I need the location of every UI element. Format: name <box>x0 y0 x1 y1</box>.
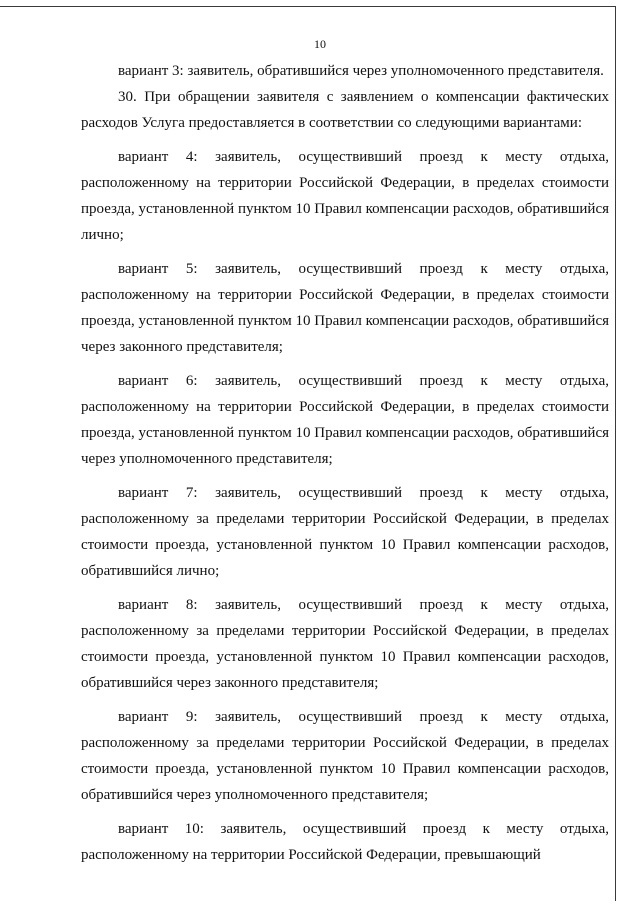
paragraph-variant-3: вариант 3: заявитель, обратившийся через уполномоченного представителя. <box>118 63 604 79</box>
page-border-top <box>0 6 615 7</box>
paragraph-variant-6: вариант 6: заявитель, осуществивший проезд к месту отдыха, расположенному на территории Российской Федерации, в пределах стоимости проезда, установленной пунктом 10 Правил компенсации расходов, обратившийся через уполномоченного представителя; <box>81 373 609 467</box>
document-body <box>81 58 609 876</box>
paragraph-variant-10: вариант 10: заявитель, осуществивший проезд к месту отдыха, расположенному на территории Российской Федерации, превышающий <box>81 821 609 863</box>
paragraph-variant-8: вариант 8: заявитель, осуществивший проезд к месту отдыха, расположенному за пределами территории Российской Федерации, в пределах стоимости проезда, установленной пунктом 10 Правил компенсации расходов, обратившийся через законного представителя; <box>81 597 609 691</box>
page-number: 10 <box>314 37 326 51</box>
paragraph-variant-7: вариант 7: заявитель, осуществивший проезд к месту отдыха, расположенному за пределами территории Российской Федерации, в пределах стоимости проезда, установленной пунктом 10 Правил компенсации расходов, обратившийся лично; <box>81 485 609 579</box>
paragraph-clause-30: 30. При обращении заявителя с заявлением о компенсации фактических расходов Услуга предоставляется в соответствии со следующими вариантами: <box>81 89 609 131</box>
paragraph-variant-5: вариант 5: заявитель, осуществивший проезд к месту отдыха, расположенному на территории Российской Федерации, в пределах стоимости проезда, установленной пунктом 10 Правил компенсации расходов, обратившийся через законного представителя; <box>81 261 609 355</box>
page-border-right <box>615 6 616 901</box>
paragraph-variant-9: вариант 9: заявитель, осуществивший проезд к месту отдыха, расположенному за пределами территории Российской Федерации, в пределах стоимости проезда, установленной пунктом 10 Правил компенсации расходов, обратившийся через уполномоченного представителя; <box>81 709 609 803</box>
paragraph-variant-4: вариант 4: заявитель, осуществивший проезд к месту отдыха, расположенному на территории Российской Федерации, в пределах стоимости проезда, установленной пунктом 10 Правил компенсации расходов, обратившийся лично; <box>81 149 609 243</box>
